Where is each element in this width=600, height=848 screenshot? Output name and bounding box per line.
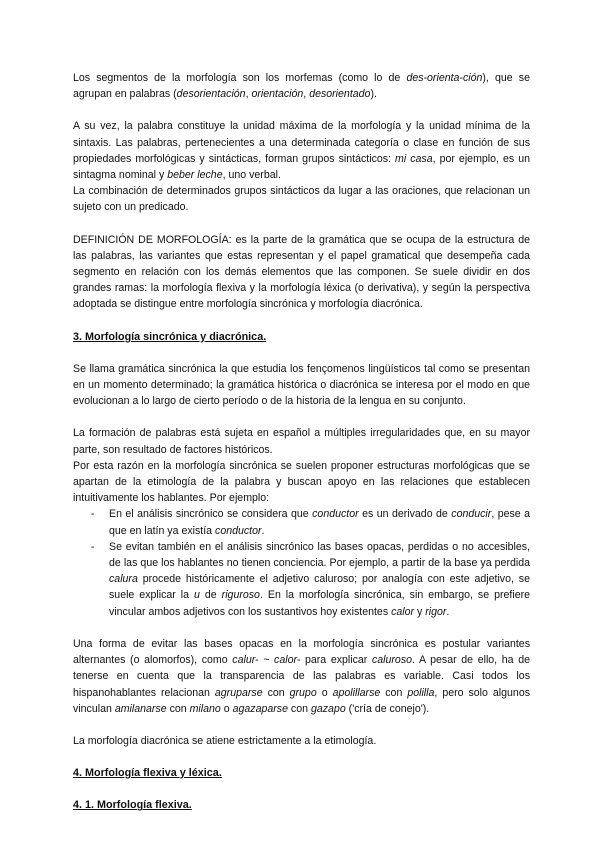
text: Una forma de evitar las bases opacas en la morfología sincrónica es postular variantes alternantes (o alomorfos), como <box>73 637 530 667</box>
italic-term: gazapo <box>310 702 346 715</box>
text: de <box>199 589 222 602</box>
italic-term: des-orienta-ción <box>406 72 483 84</box>
paragraph-oraciones: La combinación de determinados grupos sintácticos da lugar a las oraciones, que relacionan un sujeto con un predicado. <box>73 185 530 214</box>
text: Los segmentos de la morfología son los morfemas (como lo de <box>73 72 407 84</box>
paragraph-gramatica-sincronica: Se llama gramática sincrónica la que estudia los fençomenos lingüísticos tal como se presentan en un momento determinado; la gramática histórica o diacrónica se interesa por el modo en que evolucionan a lo largo de cierto período o de la historia de la lengua en su conjunto. <box>73 362 530 408</box>
text: procede históricamente el adjetivo caluroso; por analogía con este adjetivo, se suele explicar la <box>109 573 530 602</box>
italic-term: polilla <box>407 686 435 699</box>
text: . En la morfología sincrónica, sin embargo, se prefiere vincular ambos adjetivos con los sustantivos hoy existentes <box>109 589 531 618</box>
text: A su vez, la palabra constituye la unidad máxima de la morfología y la unidad mínima de la sintaxis. Las palabras, pertenecientes a una determinada categoría o clase en función de sus propiedades morfológicas y sintácticas, forman grupos sintácticos: <box>73 120 530 165</box>
italic-term: desorientación <box>176 88 246 101</box>
text: Se evitan también en el análisis sincrónico las bases opacas, perdidas o no accesibles, de las que los hablantes no tienen conciencia. Por ejemplo, a partir de la base ya perdida <box>109 540 530 570</box>
text: , <box>245 88 252 101</box>
document-page <box>73 70 530 814</box>
paragraph-definicion: DEFINICIÓN DE MORFOLOGÍA: es la parte de la gramática que se ocupa de la estructura de las palabras, las variantes que estas representan y el papel gramatical que desempeña cada segmento en relación con los demás elementos que las componen. Se suele dividir en dos grandes ramas: la morfología flexiva y la morfología léxica (o derivativa), y según la perspectiva adoptada se distingue entre morfología sincrónica y morfología diacrónica. <box>73 233 530 311</box>
italic-term: beber leche <box>167 169 223 182</box>
paragraph-razon: Por esta razón en la morfología sincrónica se suelen proponer estructuras morfológicas que se apartan de la etimología de la palabra y buscan apoyo en las relaciones que establecen intuitivamente los hablantes. Por ejemplo: <box>73 459 530 505</box>
text: . <box>261 524 265 537</box>
text: para explicar <box>300 654 372 667</box>
text: , <box>303 88 310 101</box>
text: con <box>287 702 311 715</box>
text: , pero solo algunos vinculan <box>73 686 531 715</box>
text: . A pesar de ello, ha de tenerse en cuenta que la transparencia de las palabras es variable. Casi todos los hispanohablantes relacionan <box>73 654 530 699</box>
paragraph-diacronica: La morfología diacrónica se atiene estrictamente a la etimología. <box>73 734 377 747</box>
italic-term: calur- ~ calor- <box>232 654 301 667</box>
list-item <box>73 539 530 620</box>
italic-term: conductor <box>312 508 359 521</box>
text: con <box>262 686 290 699</box>
bullet-list <box>73 506 530 619</box>
text: , por ejemplo, es un sintagma nominal y <box>73 152 531 182</box>
text: , pese a que en latín ya existía <box>109 508 531 537</box>
text: , uno verbal. <box>222 169 281 182</box>
text: con <box>166 702 190 715</box>
italic-term: u <box>194 589 200 602</box>
italic-term: orientación <box>251 88 304 101</box>
italic-term: desorientado <box>309 88 371 101</box>
italic-term: amilanarse <box>114 702 167 715</box>
italic-term: calura <box>109 573 138 586</box>
italic-term: mi casa <box>395 152 433 165</box>
text: es un derivado de <box>358 508 452 521</box>
italic-term: milano <box>189 702 221 715</box>
text: . <box>446 605 450 618</box>
section-heading-sincronica: 3. Morfología sincrónica y diacrónica. <box>73 330 267 343</box>
list-item <box>73 506 530 538</box>
italic-term: caluroso <box>371 654 413 667</box>
dash-bullet: - <box>91 508 95 521</box>
italic-term: calor <box>391 605 415 618</box>
italic-term: conducir <box>451 508 492 521</box>
italic-term: grupo <box>289 686 317 699</box>
text: ), que se agrupan en palabras ( <box>73 72 530 101</box>
paragraph-formacion: La formación de palabras está sujeta en español a múltiples irregularidades que, en su mayor parte, son resultado de factores históricos. <box>73 427 530 456</box>
dash-bullet: - <box>91 540 95 553</box>
text: ). <box>370 88 377 101</box>
text: y <box>414 605 426 618</box>
italic-term: agazaparse <box>232 702 288 715</box>
text: con <box>380 686 408 699</box>
paragraph-bases-opacas <box>73 636 530 717</box>
italic-term: rigor <box>425 605 447 618</box>
paragraph-palabra <box>73 118 530 183</box>
text: o <box>220 702 233 715</box>
paragraph-morfemas <box>73 70 530 102</box>
italic-term: apolillarse <box>332 686 381 699</box>
text: ('cría de conejo'). <box>345 702 430 715</box>
italic-term: agruparse <box>214 686 263 699</box>
italic-term: riguroso <box>221 589 260 602</box>
text: En el análisis sincrónico se considera que <box>109 508 313 521</box>
subsection-heading-flexiva: 4. 1. Morfología flexiva. <box>73 799 192 812</box>
section-heading-flexiva-lexica: 4. Morfología flexiva y léxica. <box>73 767 222 780</box>
text: o <box>316 686 333 699</box>
italic-term: conductor <box>215 524 262 537</box>
